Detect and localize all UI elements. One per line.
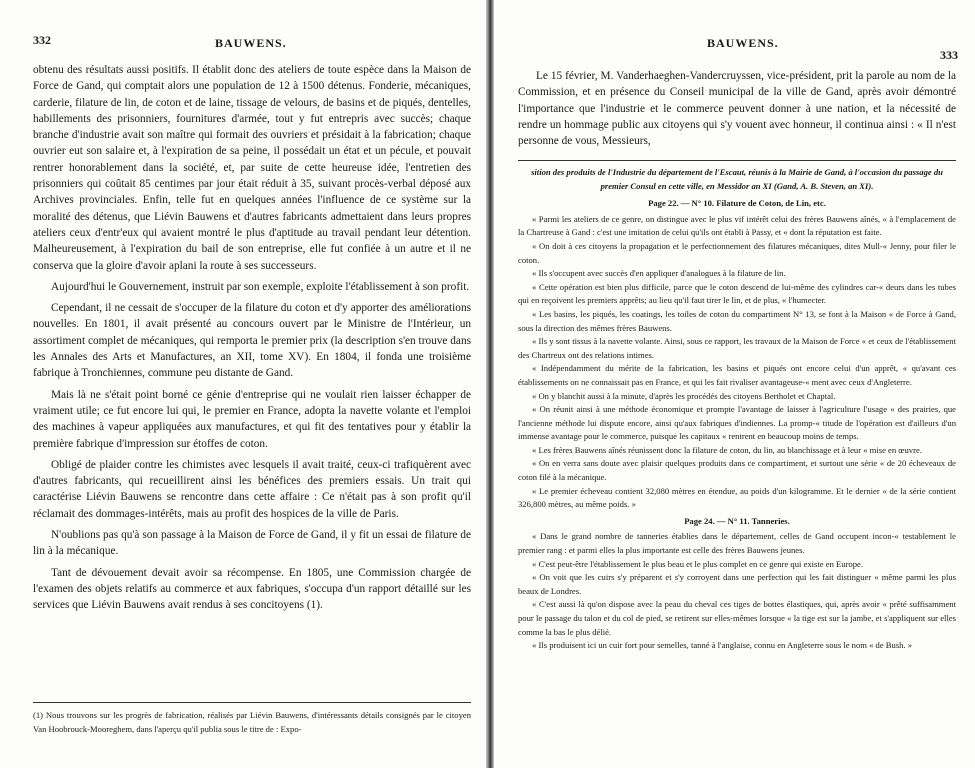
- paragraph: Mais là ne s'était point borné ce génie d'entreprise qui ne voulait rien laisser échapper de vraiment utile; ce fut encore lui qui, le premier en France, adopta la navette volante et l'emploi des machines à vapeur appliquées aux manufactures, et qui fit des tentatives pour y établir la première fabrique d'impression sur étoffes de coton.: [33, 388, 471, 450]
- excerpt-item: « C'est peut-être l'établissement le plus beau et le plus complet en ce genre qui existe en Europe.: [532, 558, 863, 569]
- excerpt-item: « C'est aussi là qu'on dispose avec la peau du cheval ces tiges de bottes élastiques, qui, après avoir « prêté suffisamment pour le passage du talon et du col de pied, se retirent sur elles-mêmes lorsque « la tige est sur la jambe, et s'appliquent sur elles comme la bas le plus délié.: [518, 599, 956, 637]
- excerpt-item: « On voit que les cuirs s'y préparent et s'y corroyent dans une perfection qui les fait distinguer « même parmi les plus beaux de Londres.: [518, 572, 956, 596]
- excerpt-item: « Ils produisent ici un cuir fort pour semelles, tanné à l'anglaise, connu en Angleterre sous le nom « de Bush. »: [532, 640, 913, 651]
- paragraph: obtenu des résultats aussi positifs. Il établit donc des ateliers de toute espèce dans la Maison de Force de Gand, qui comptait alors une population de 12 à 1500 détenus. Fonderie, mécaniques, carderie, filature de lin, de coton et de laine, tissage de velours, de basins et de piqués, dentelles, habillements des prisonniers, fournitures d'armée, tout y fut entrepris avec succès; chaque branche d'industrie avait son maître qui formait des ouvriers et présidait à la fabrication; chaque ouvrier eut son salaire et, à l'expiration de sa peine, il possédait un état et un pécule, et pouvait rentrer honorablement dans la société, et, par suite de cette heureuse idée, l'entretien des prisonniers qui coûtait 85 centimes par jour était réduit à 35, suivant procès-verbal déposé aux Archives provinciales. Enfin, telle fut en quelques années l'influence de ce système sur la moralité des détenus, que Liévin Bauwens et d'autres fabricants admettaient dans leurs propres ateliers ceux d'entr'eux qui avaient montré le plus d'aptitude au travail pendant leur détention. Malheureusement, à l'expiration du bail de son entreprise, elle fut confiée à un autre et il ne conserva que la gloire d'avoir aplani la route à ses successeurs.: [33, 64, 471, 272]
- section-heading: Page 24. — N° 11. Tanneries.: [684, 515, 790, 526]
- paragraph: N'oublions pas qu'à son passage à la Maison de Force de Gand, il y fit un essai de filature de lin à la mécanique.: [33, 529, 471, 558]
- excerpt-item: « Ils s'occupent avec succès d'en appliquer d'analogues à la filature de lin.: [532, 268, 786, 279]
- excerpt-item: « Ils y sont tissus à la navette volante. Ainsi, sous ce rapport, les travaux de la Maison de Force « et ceux de l'établissement des Chartreux ont des relations intimes.: [518, 336, 956, 360]
- running-head: BAUWENS.: [707, 36, 779, 50]
- excerpt-item: « On doit à ces citoyens la propagation et le perfectionnement des filatures mécaniques, dites Mull-« Jenny, pour filer le coton.: [518, 240, 956, 265]
- body-text: [33, 62, 471, 619]
- paragraph: Cependant, il ne cessait de s'occuper de la filature du coton et d'y apporter des améliorations nouvelles. En 1801, il avait présenté au concours ouvert par le Ministre de l'Intérieur, un assortiment complet de mécaniques, qui remporta le premier prix (la description s'en trouve dans les Annales des Arts et Manufactures, an XII, tome XV). En 1804, il fonda une troisième fabrique à Tronchiennes, commune peu distante de Gand.: [33, 302, 471, 380]
- page-number: 332: [33, 33, 51, 47]
- paragraph: Le 15 février, M. Vanderhaeghen-Vandercruyssen, vice-président, prit la parole au nom de la Commission, et en présence du Conseil municipal de la ville de Gand, après avoir démontré l'importance que l'industrie et le commerce peuvent donner à une nation, et la nécessité de rendre un hommage public aux citoyens qui s'y vouent avec honneur, il continua ainsi : « Il n'est personne de vous, Messieurs,: [518, 70, 956, 148]
- separator-rule: [518, 160, 956, 161]
- excerpt-item: « Dans le grand nombre de tanneries établies dans le département, celles de Gand occupent incon-« testablement le premier rang : et parmi elles la plus importante est celle des frères Bauwens jeunes.: [518, 531, 956, 556]
- running-head: BAUWENS.: [215, 36, 287, 50]
- paragraph: Aujourd'hui le Gouvernement, instruit par son exemple, exploite l'établissement à son profit.: [51, 280, 470, 293]
- excerpt-item: « On réunit ainsi à une méthode économique et prompte l'avantage de laisser à l'agriculture l'usage « des prairies, que l'ancienne méthode lui dispute encore, ainsi qu'aux fabriques d'indiennes. La promp-« titude de l'opération est d'ailleurs d'un immense avantage pour le commerce, puisque les capitaux « rentrent en beaucoup moins de temps.: [518, 404, 956, 442]
- paragraph: Obligé de plaider contre les chimistes avec lesquels il avait traité, ceux-ci trafiquèrent avec d'autres fabricants, qui recueillirent ainsi les bénéfices des premiers essais. Un trait qui caractérise Liévin Bauwens se rencontre dans cette affaire : Ce n'était pas à son profit qu'il réclamait des dommages-intérêts, mais au profit des hospices de la ville de Paris.: [33, 458, 471, 520]
- footnote-excerpt: [518, 166, 956, 653]
- footnote: (1) Nous trouvons sur les progrès de fabrication, réalisés par Liévin Bauwens, d'intéressants détails consignés par le citoyen Van Hoobrouck-Mooreghem, dans l'aperçu qu'il publia sous le titre de : Expo-: [33, 710, 471, 734]
- excerpt-item: « Les basins, les piqués, les coatings, les toiles de coton du compartiment N° 13, se font à la Maison « de Force à Gand, sous la direction des mêmes frères Bauwens.: [518, 308, 956, 333]
- section-heading: Page 22. — N° 10. Filature de Coton, de Lin, etc.: [648, 198, 826, 209]
- excerpt-item: « On y blanchit aussi à la minute, d'après les procédés des citoyens Bertholet et Chaptal.: [532, 390, 836, 401]
- right-page: [492, 0, 975, 768]
- excerpt-item: « Les frères Bauwens aînés réunissent donc la filature de coton, du lin, au blanchissage et à leur « mise en œuvre.: [532, 444, 922, 455]
- body-text: [518, 68, 956, 154]
- footnote-rule: [33, 702, 471, 703]
- excerpt-intro: sition des produits de l'Industrie du département de l'Escaut, réunis à la Mairie de Gand, à l'occasion du passage du premier Consul en cette ville, en Messidor an XI (Gand, A. B. Steven, an XI).: [531, 167, 943, 191]
- excerpt-item: « Indépendamment du mérite de la fabrication, les basins et piqués ont encore celui d'un apprêt, « qu'avant ces établissements on ne connaissait pas en France, et qui les fait rivaliser avantageuse-« ment avec ceux d'Angleterre.: [518, 363, 956, 387]
- excerpt-item: « On en verra sans doute avec plaisir quelques produits dans ce compartiment, et surtout une série « de 20 écheveaux de coton filé à la mécanique.: [518, 458, 956, 483]
- excerpt-item: « Parmi les ateliers de ce genre, on distingue avec le plus vif intérêt celui des frères Bauwens aînés, « à l'emplacement de la Chartreuse à Gand : c'est une imitation de celui qu'ils ont établi à Passy, et « dont la réputation est faite.: [518, 213, 956, 238]
- paragraph: Tant de dévouement devait avoir sa récompense. En 1805, une Commission chargée de l'examen des objets relatifs au commerce et aux fabriques, s'occupa d'un rapport détaillé sur les services que Liévin Bauwens avait rendus à ses concitoyens (1).: [33, 566, 471, 612]
- page-number: 333: [940, 48, 958, 62]
- excerpt-item: « Le premier écheveau contient 32,080 mètres en étendue, au poids d'un kilogramme. Et le dernier « de la série contient 326,800 mètres, au même poids. »: [518, 485, 956, 510]
- excerpt-item: « Cette opération est bien plus difficile, parce que le coton descend de lui-même des cylindres car-« deurs dans les tubes qui en reçoivent les premiers apprêts; au lieu qu'il faut tirer le lin, et de plus, « l'humecter.: [518, 281, 956, 306]
